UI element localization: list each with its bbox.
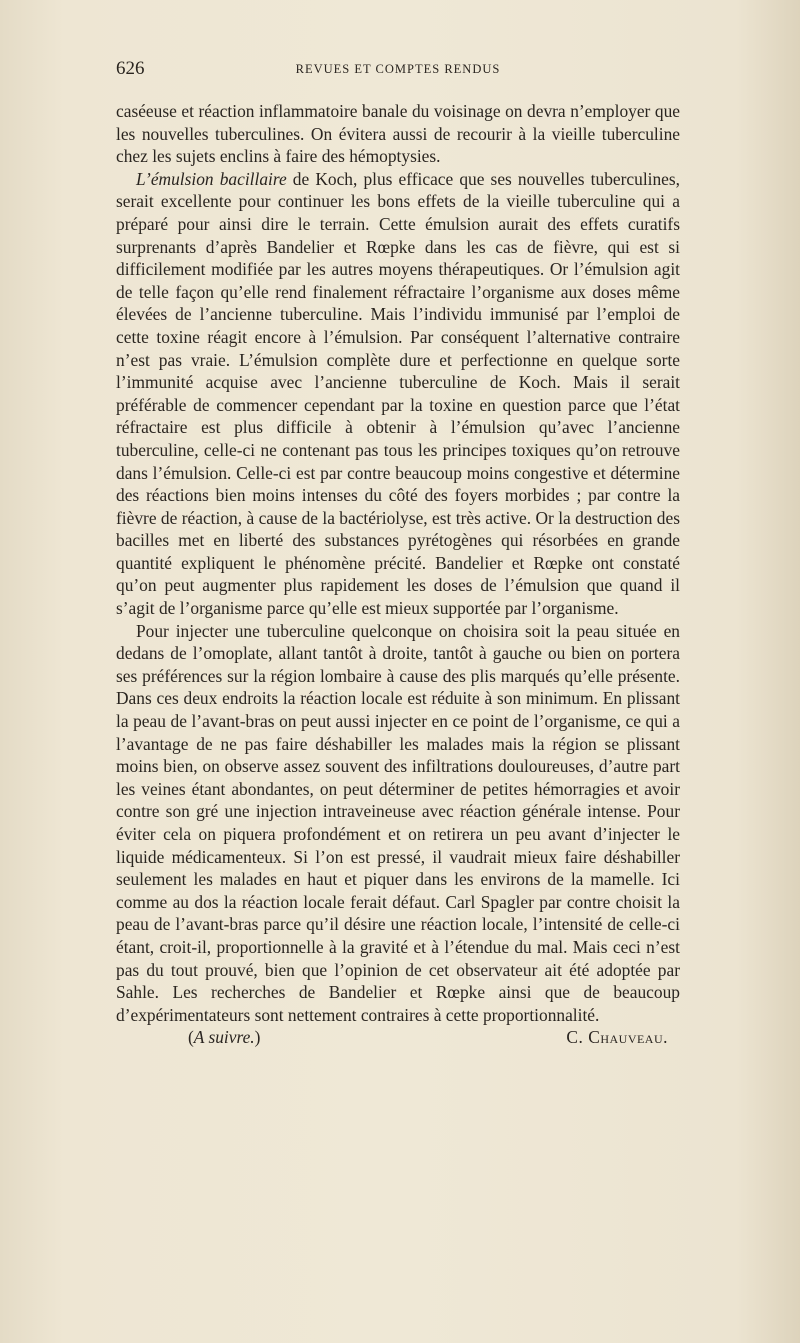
- body-text: [116, 100, 680, 1049]
- closing-line: [116, 1026, 680, 1049]
- author-signature: C. Chauveau.: [566, 1027, 668, 1048]
- paragraph-3-text: Pour injecter une tuberculine quelconque on choisira soit la peau située en dedans de l’omoplate, allant tantôt à droite, tantôt à gauche ou bien on portera ses préférences sur la région lombaire à cause des plis marqués qu’elle présente. Dans ces deux endroits la réaction locale est réduite à son minimum. En plissant la peau de l’avant-bras on peut aussi injecter en ce point de l’organisme, ce qui a l’avantage de ne pas faire déshabiller les malades mais la région se plissant moins bien, on observe assez souvent des infiltrations douloureuses, d’autre part les veines étant abondantes, on peut déterminer de petites hémorragies et avoir contre son gré une injection intraveineuse avec réaction générale intense. Pour éviter cela on piquera profondément et on retirera un peu avant d’injecter le liquide médicamenteux. Si l’on est pressé, il vaudrait mieux faire déshabiller seulement les malades en haut et piquer dans les environs de la mamelle. Ici comme au dos la réaction locale ferait défaut. Carl Spagler par contre choisit la peau de l’avant-bras parce qu’il désire une réaction locale, l’intensité de celle-ci étant, croit-il, proportionnelle à la gravité et à l’étendue du mal. Mais ceci n’est pas du tout prouvé, bien que l’opinion de cet observateur ait été adoptée par Sahle. Les recherches de Bandelier et Rœpke ainsi que de beaucoup d’expérimentateurs sont nettement contraires à cette proportionnalité.: [116, 620, 680, 1025]
- paragraph-2: [116, 168, 680, 620]
- page-number: 626: [116, 58, 145, 79]
- page-header: [116, 58, 680, 82]
- paragraph-3: [116, 620, 680, 1027]
- paragraph-1-text: caséeuse et réaction inflammatoire banale du voisinage on devra n’employer que les nouvelles tuberculines. On évitera aussi de recourir à la vieille tuberculine chez les sujets enclins à faire des hémoptysies.: [116, 101, 680, 167]
- paragraph-1: [116, 100, 680, 168]
- to-be-continued: (A suivre.): [188, 1027, 261, 1048]
- paragraph-2-text: de Koch, plus efficace que ses nouvelles tuberculines, serait excellente pour continuer les bons effets de la vieille tuberculine qui a préparé pour ainsi dire le terrain. Cette émulsion aurait des effets curatifs surprenants d’après Bandelier et Rœpke dans les cas de fièvre, qui est si difficilement modifiée par les autres moyens thérapeutiques. Or l’émulsion agit de telle façon qu’elle rend finalement réfractaire l’organisme aux doses même élevées de l’ancienne tuberculine. Mais l’individu immunisé par l’emploi de cette toxine réagit encore à l’émulsion. Par conséquent l’alternative contraire n’est pas vraie. L’émulsion complète dure et perfectionne en quelque sorte l’immunité acquise avec l’ancienne tuberculine de Koch. Mais il serait préférable de commencer cependant par la toxine en question parce que l’état réfractaire est plus difficile à obtenir à l’émulsion qu’avec l’ancienne tuberculine, celle-ci ne contenant pas tous les principes toxiques qu’on retrouve dans l’émulsion. Celle-ci est par contre beaucoup moins congestive et détermine des réactions bien moins intenses du côté des foyers morbides ; par contre la fièvre de réaction, à cause de la bactériolyse, est très active. Or la destruction des bacilles met en liberté des substances pyrétogènes qui résorbées en grande quantité expliquent le phénomène précité. Bandelier et Rœpke ont constaté qu’on peut augmenter plus rapidement les doses de l’émulsion que quand il s’agit de l’organisme parce qu’elle est mieux supportée par l’organisme.: [116, 168, 681, 619]
- to-be-continued-text: A suivre.: [193, 1027, 255, 1048]
- paragraph-2-lead: L’émulsion bacillaire: [136, 168, 287, 189]
- running-title: REVUES ET COMPTES RENDUS: [295, 62, 501, 76]
